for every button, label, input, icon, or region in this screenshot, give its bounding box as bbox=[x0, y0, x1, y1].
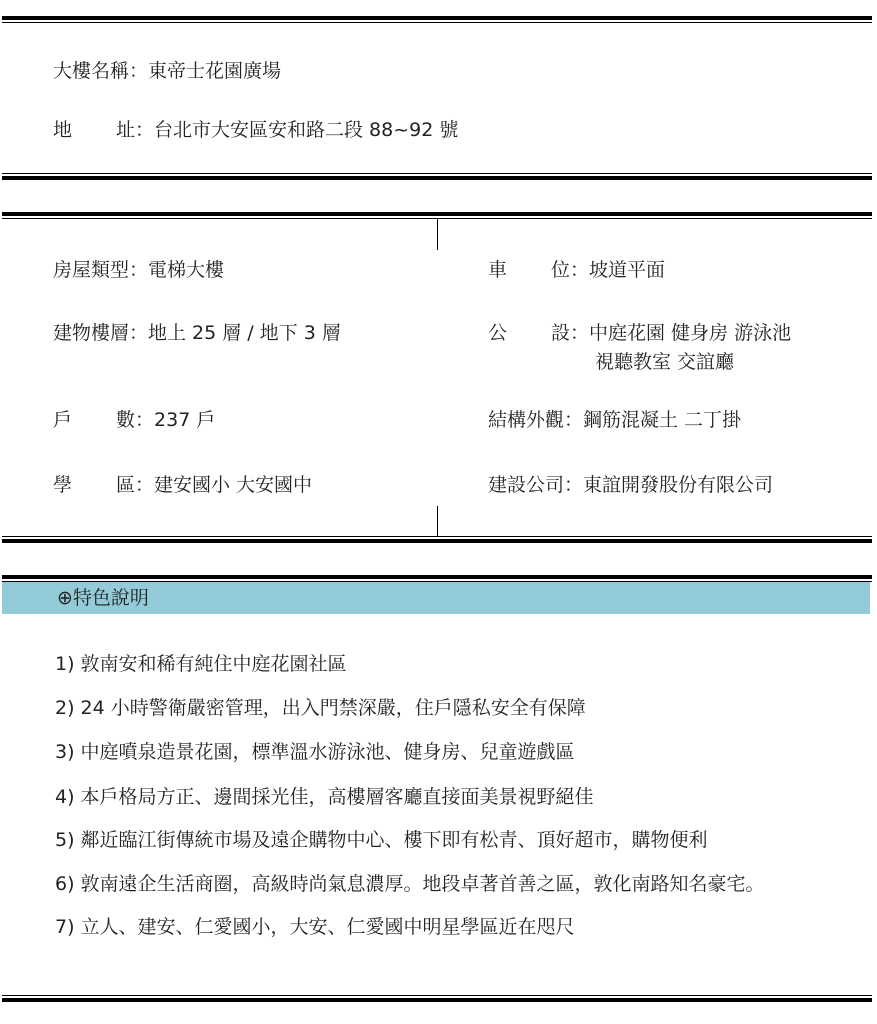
facilities-value: 中庭花園 健身房 游泳池 bbox=[589, 322, 792, 344]
column-divider-top bbox=[437, 219, 438, 250]
address-label-first: 地 bbox=[53, 119, 73, 141]
facilities-value-line2: 視聽教室 交誼廳 bbox=[595, 351, 735, 373]
address-row bbox=[53, 118, 458, 142]
feature-item-6: 6) 敦南遠企生活商圈，高級時尚氣息濃厚。地段卓著首善之區，敦化南路知名豪宅。 bbox=[55, 873, 765, 895]
features-header-band bbox=[2, 582, 870, 614]
facilities-label-second: 設： bbox=[551, 322, 590, 344]
house-type-row bbox=[53, 258, 224, 282]
feature-item-1: 1) 敦南安和稀有純住中庭花園社區 bbox=[55, 653, 347, 675]
feature-item-4: 4) 本戶格局方正、邊間採光佳，高樓層客廳直接面美景視野絕佳 bbox=[55, 786, 594, 808]
building-name-row bbox=[53, 59, 281, 83]
units-label-first: 戶 bbox=[53, 409, 73, 431]
feature-item-7: 7) 立人、建安、仁愛國小，大安、仁愛國中明星學區近在咫尺 bbox=[55, 916, 575, 938]
address-label-second: 址： bbox=[116, 119, 155, 141]
bottom-rule bbox=[2, 995, 872, 1002]
section1-bottom-rule bbox=[2, 173, 872, 180]
house-type-label: 房屋類型： bbox=[53, 259, 149, 281]
school-district-row bbox=[53, 473, 312, 497]
developer-row bbox=[488, 473, 773, 497]
building-name-value: 東帝士花園廣場 bbox=[148, 60, 282, 82]
feature-item-2: 2) 24 小時警衛嚴密管理，出入門禁深嚴，住戶隱私安全有保障 bbox=[55, 697, 586, 719]
section2-top-rule bbox=[2, 212, 872, 219]
developer-label: 建設公司： bbox=[488, 474, 584, 496]
parking-row bbox=[488, 258, 665, 282]
floors-value: 地上 25 層 / 地下 3 層 bbox=[148, 322, 341, 344]
floors-label: 建物樓層： bbox=[53, 322, 149, 344]
units-row bbox=[53, 408, 215, 432]
school-value: 建安國小 大安國中 bbox=[154, 474, 313, 496]
units-value: 237 戶 bbox=[154, 409, 216, 431]
school-label-first: 學 bbox=[53, 474, 73, 496]
floors-row bbox=[53, 321, 341, 345]
building-name-label: 大樓名稱： bbox=[53, 60, 149, 82]
section2-bottom-rule bbox=[2, 536, 872, 543]
structure-label: 結構外觀： bbox=[488, 409, 584, 431]
structure-value: 鋼筋混凝土 二丁掛 bbox=[583, 409, 742, 431]
facilities-row bbox=[488, 321, 791, 345]
parking-value: 坡道平面 bbox=[589, 259, 666, 281]
feature-item-3: 3) 中庭噴泉造景花園，標準溫水游泳池、健身房、兒童遊戲區 bbox=[55, 741, 575, 763]
column-divider-bottom bbox=[437, 506, 438, 536]
structure-row bbox=[488, 408, 741, 432]
section3-top-rule bbox=[2, 575, 872, 582]
house-type-value: 電梯大樓 bbox=[148, 259, 225, 281]
facilities-label-first: 公 bbox=[488, 322, 508, 344]
top-rule bbox=[2, 16, 872, 23]
parking-label-first: 車 bbox=[488, 259, 508, 281]
features-title: ⊕特色說明 bbox=[57, 587, 149, 609]
developer-value: 東誼開發股份有限公司 bbox=[583, 474, 774, 496]
feature-item-5: 5) 鄰近臨江街傳統市場及遠企購物中心、樓下即有松青、頂好超市，購物便利 bbox=[55, 829, 708, 851]
units-label-second: 數： bbox=[116, 409, 155, 431]
parking-label-second: 位： bbox=[551, 259, 590, 281]
address-value: 台北市大安區安和路二段 88~92 號 bbox=[154, 119, 459, 141]
school-label-second: 區： bbox=[116, 474, 155, 496]
